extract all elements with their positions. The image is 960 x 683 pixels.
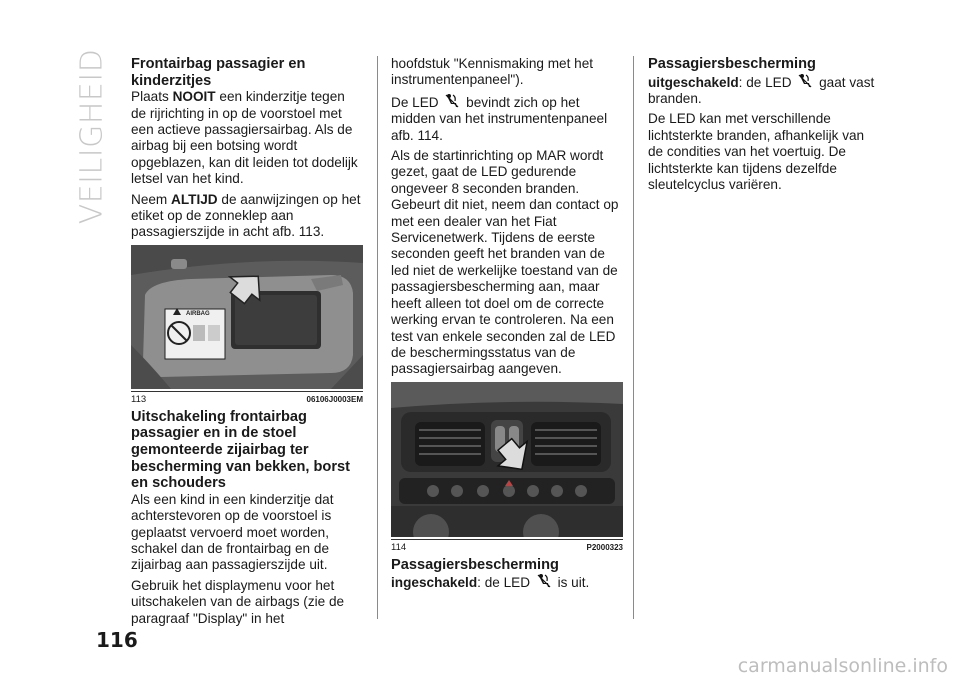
paragraph-kind: Als een kind in een kinderzitje dat achterstevoren op de voorstoel is geplaatst vervoerd moet worden, schakel dan de frontairbag en de zijairbag aan passagierszijde uit. (131, 491, 334, 573)
passenger-airbag-off-icon (444, 93, 460, 109)
figure-caption (131, 391, 363, 405)
airbag-label: AIRBAG (186, 310, 210, 317)
text: Neem (131, 191, 172, 207)
text: Plaats (131, 89, 173, 105)
figure-code: P2000323 (586, 542, 623, 552)
text: bevindt zich op het midden van het instrumentenpaneel afb. 114. (391, 94, 608, 143)
section-tab-label: VEILIGHEID (74, 48, 110, 224)
paragraph-nooit (131, 89, 363, 187)
figure-code: 06106J0003EM (306, 394, 363, 404)
paragraph-hoofdstuk: hoofdstuk "Kennismaking met het instrumentenpaneel"). (391, 56, 594, 88)
text: De LED (391, 94, 443, 110)
paragraph-lichtsterkte: De LED kan met verschillende lichtsterkte branden, afhankelijk van de condities van het voertuig. De lichtsterkte kan tijdens dezelfde sleutelcyclus variëren. (648, 111, 865, 193)
column-3 (648, 56, 880, 197)
emphasis-altijd: ALTIJD (171, 191, 218, 207)
figure-114 (391, 382, 623, 553)
emphasis-ingeschakeld: ingeschakeld (391, 575, 478, 591)
figure-number: 114 (391, 541, 407, 553)
paragraph-uitgeschakeld (648, 73, 880, 108)
section-tab (72, 48, 112, 224)
watermark: carmanualsonline.info (737, 655, 948, 677)
sun-visor-photo (131, 245, 363, 389)
heading-uitgeschakeld: Passagiersbescherming (648, 56, 816, 72)
figure-number: 113 (131, 393, 147, 405)
heading-uitschakeling: Uitschakeling frontairbag passagier en in de stoel gemonteerde zijairbag ter bescherming van bekken, borst en schouders (131, 408, 350, 492)
figure-113 (131, 245, 363, 405)
heading-frontairbag: Frontairbag passagier en kinderzitjes (131, 56, 306, 89)
emphasis-uitgeschakeld: uitgeschakeld (648, 74, 739, 90)
text: een kinderzitje tegen de rijrichting in op de voorstoel met een actieve passagiersairbag. Als de airbag bij een botsing wordt opgeblazen, kan dit leiden tot dodelijk letsel van het kind. (131, 89, 358, 187)
passenger-airbag-off-icon (536, 573, 552, 589)
text: gaat vast branden. (648, 74, 875, 106)
paragraph-led-location (391, 93, 623, 144)
paragraph-startinrichting: Als de startinrichting op MAR wordt gezet, gaat de LED gedurende ongeveer 8 seconden branden. Gebeurt dit niet, neem dan contact op met een dealer van het Fiat Servicenetwerk. Tijdens de eerste seconden geeft het branden van de led niet de werkelijke toestand van de passagiersbescherming aan, maar heeft alleen tot doel om de correcte werking ervan te controleren. Na een test van enkele seconden zal de LED de beschermingsstatus van de passagiersairbag aangeven. (391, 148, 619, 377)
column-divider (377, 56, 378, 619)
text: is uit. (553, 575, 590, 591)
heading-ingeschakeld: Passagiersbescherming (391, 556, 559, 573)
paragraph-displaymenu: Gebruik het displaymenu voor het uitschakelen van de airbags (zie de paragraaf "Display" in het (131, 577, 345, 626)
passenger-airbag-off-icon (797, 73, 813, 89)
paragraph-altijd (131, 192, 363, 241)
paragraph-ingeschakeld (391, 573, 623, 591)
page-number: 116 (96, 628, 138, 652)
column-divider (633, 56, 634, 619)
figure-caption (391, 539, 623, 553)
column-2 (391, 56, 623, 596)
emphasis-nooit: NOOIT (172, 89, 216, 105)
dashboard-photo (391, 382, 623, 537)
text: : de LED (477, 575, 534, 591)
text: : de LED (738, 74, 796, 90)
column-1 (131, 56, 363, 631)
text: de aanwijzingen op het etiket op de zonneklep aan passagierszijde in acht afb. 113. (131, 191, 361, 240)
